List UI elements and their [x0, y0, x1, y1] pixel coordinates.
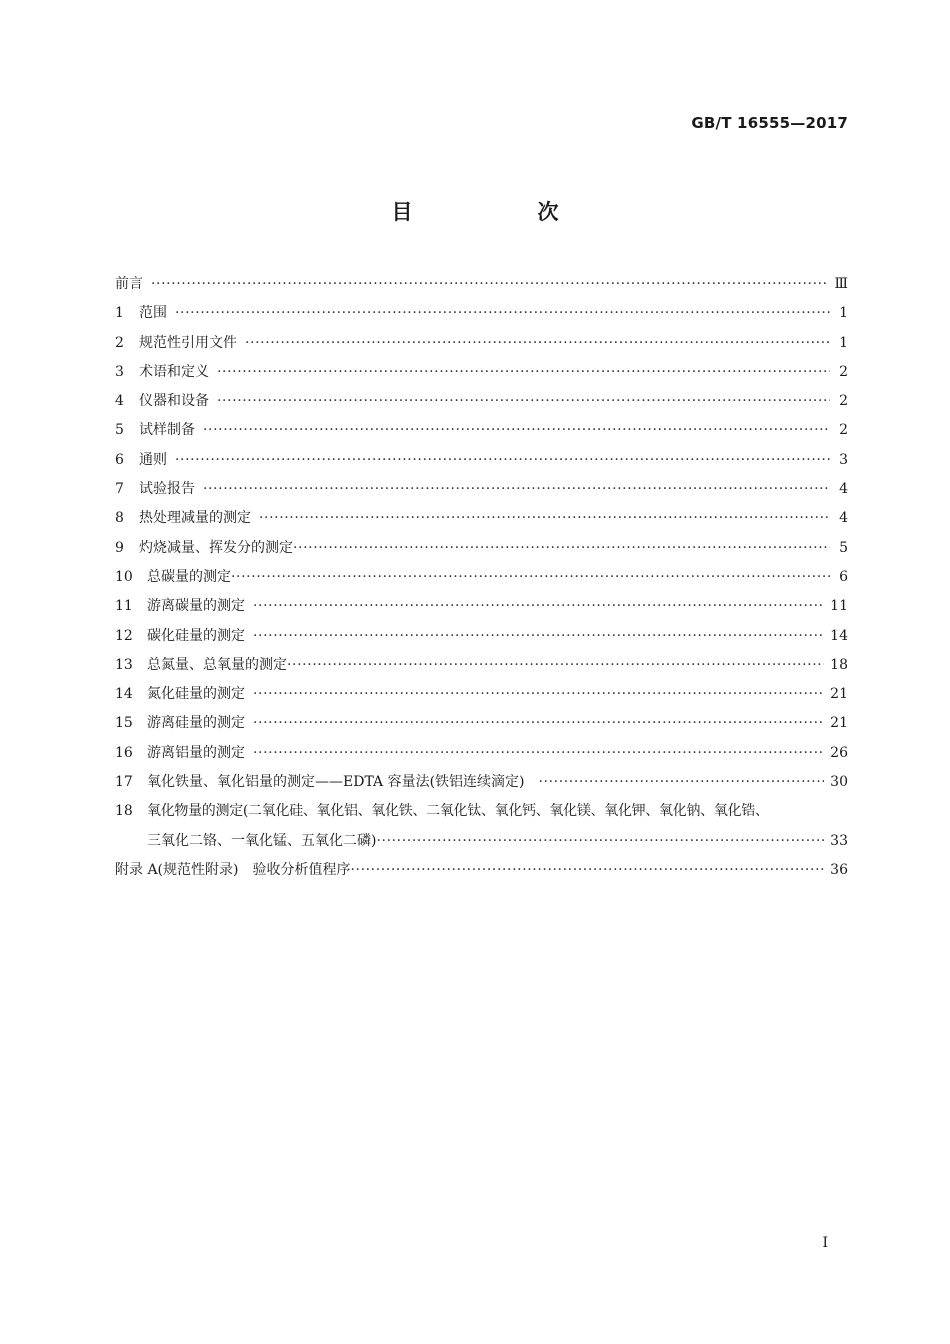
toc-entry-page: 21	[830, 715, 848, 732]
toc-leader-dots	[259, 504, 830, 533]
toc-entry-number: 17	[115, 774, 133, 791]
toc-entry-title: 试验报告	[139, 481, 195, 498]
toc-entry-title: 总氮量、总氧量的测定	[147, 656, 287, 673]
toc-leader-dots	[203, 475, 830, 504]
toc-leader-dots	[203, 416, 830, 445]
toc-entry-page: 14	[830, 627, 848, 644]
toc-entry-number: 9	[115, 539, 124, 556]
toc-leader-dots	[253, 592, 824, 621]
toc-leader-dots	[217, 358, 830, 387]
toc-entry-number: 4	[115, 393, 124, 410]
toc-entry-18[interactable]	[115, 797, 848, 826]
toc-entry-title: 规范性引用文件	[139, 334, 237, 351]
toc-leader-dots	[253, 709, 824, 738]
toc-entry-page: 11	[830, 598, 848, 615]
toc-entry-page: 30	[830, 774, 848, 791]
toc-entry-number: 3	[115, 363, 124, 380]
toc-entry-page: 18	[830, 656, 848, 673]
toc-entry-7[interactable]	[115, 475, 848, 504]
toc-entry-title: 术语和定义	[139, 363, 209, 380]
toc-leader-dots	[293, 534, 830, 563]
toc-entry-page: 21	[830, 686, 848, 703]
toc-leader-dots	[253, 680, 824, 709]
toc-entry-number: 1	[115, 305, 124, 322]
toc-entry-page: 2	[839, 363, 848, 380]
toc-entry-title: 灼烧减量、挥发分的测定	[139, 539, 293, 556]
page-number: I	[822, 1235, 828, 1251]
toc-leader-dots	[539, 768, 825, 797]
toc-entry-title: 前言	[115, 276, 143, 292]
toc-entry-page: 26	[830, 744, 848, 761]
toc-leader-dots	[175, 446, 830, 475]
toc-entry-2[interactable]	[115, 329, 848, 358]
toc-entry-number: 10	[115, 568, 133, 585]
toc-entry-13[interactable]	[115, 651, 848, 680]
toc-entry-title: 游离碳量的测定	[147, 598, 245, 615]
toc-entry-title: 碳化硅量的测定	[147, 627, 245, 644]
toc-entry-title: 范围	[139, 305, 167, 322]
toc-entry-4[interactable]	[115, 387, 848, 416]
toc-leader-dots	[350, 856, 824, 885]
toc-entry-page: 36	[830, 861, 848, 878]
toc-entry-number: 15	[115, 715, 133, 732]
toc-entry-17[interactable]	[115, 768, 848, 797]
toc-entry-number: 2	[115, 334, 124, 351]
toc-entry-annex-a[interactable]	[115, 856, 848, 885]
toc-entry-title: 游离铝量的测定	[147, 744, 245, 761]
toc-entry-title: 试样制备	[139, 422, 195, 439]
toc-entry-1[interactable]	[115, 299, 848, 328]
toc-entry-page: Ⅲ	[834, 276, 848, 292]
toc-entry-number: 12	[115, 627, 133, 644]
toc-entry-number: 6	[115, 451, 124, 468]
toc-entry-title: 热处理减量的测定	[139, 510, 251, 527]
toc-entry-page: 6	[839, 568, 848, 585]
toc-leader-dots	[151, 270, 828, 299]
toc-title: 目 次	[391, 200, 611, 224]
toc-entry-title: 氧化物量的测定(二氧化硅、氧化铝、氧化铁、二氧化钛、氧化钙、氧化镁、氧化钾、氧化钠、氧化锆、	[147, 803, 769, 820]
toc-leader-dots	[217, 387, 830, 416]
toc-entry-page: 1	[839, 305, 848, 322]
table-of-contents	[115, 270, 848, 885]
toc-entry-9[interactable]	[115, 534, 848, 563]
toc-entry-number: 14	[115, 686, 133, 703]
toc-entry-number: 7	[115, 481, 124, 498]
toc-entry-number: 5	[115, 422, 124, 439]
toc-entry-number: 18	[115, 803, 133, 820]
toc-entry-title: 氮化硅量的测定	[147, 686, 245, 703]
toc-entry-page: 33	[830, 832, 848, 849]
toc-entry-page: 3	[839, 451, 848, 468]
toc-entry-title: 游离硅量的测定	[147, 715, 245, 732]
toc-entry-number: 8	[115, 510, 124, 527]
toc-leader-dots	[287, 651, 824, 680]
toc-entry-5[interactable]	[115, 416, 848, 445]
toc-leader-dots	[253, 739, 824, 768]
toc-entry-3[interactable]	[115, 358, 848, 387]
toc-entry-11[interactable]	[115, 592, 848, 621]
toc-entry-10[interactable]	[115, 563, 848, 592]
toc-entry-page: 4	[839, 481, 848, 498]
toc-entry-page: 4	[839, 510, 848, 527]
toc-entry-title: 氧化铁量、氧化铝量的测定——EDTA 容量法(铁铝连续滴定)	[147, 774, 525, 791]
toc-entry-title: 通则	[139, 451, 167, 468]
toc-leader-dots	[376, 827, 824, 856]
toc-entry-number: 16	[115, 744, 133, 761]
toc-entry-15[interactable]	[115, 709, 848, 738]
toc-entry-page: 5	[839, 539, 848, 556]
toc-leader-dots	[175, 299, 830, 328]
toc-entry-16[interactable]	[115, 739, 848, 768]
toc-entry-14[interactable]	[115, 680, 848, 709]
toc-entry-number: 11	[115, 598, 133, 615]
toc-entry-page: 2	[839, 422, 848, 439]
toc-leader-dots	[245, 329, 830, 358]
toc-entry-6[interactable]	[115, 446, 848, 475]
toc-entry-foreword[interactable]	[115, 270, 848, 299]
toc-leader-dots	[231, 563, 830, 592]
toc-entry-number: 13	[115, 656, 133, 673]
toc-leader-dots	[253, 622, 824, 651]
toc-entry-page: 1	[839, 334, 848, 351]
toc-entry-title: 三氧化二铬、一氧化锰、五氧化二磷)	[147, 832, 377, 849]
toc-entry-8[interactable]	[115, 504, 848, 533]
toc-entry-page: 2	[839, 393, 848, 410]
toc-entry-12[interactable]	[115, 622, 848, 651]
toc-entry-title: 仪器和设备	[139, 393, 209, 410]
toc-entry-title: 总碳量的测定	[147, 568, 231, 585]
standard-code: GB/T 16555—2017	[691, 114, 848, 132]
toc-entry-title: 附录 A(规范性附录) 验收分析值程序	[115, 861, 351, 878]
toc-entry-18-continuation[interactable]	[115, 827, 848, 856]
